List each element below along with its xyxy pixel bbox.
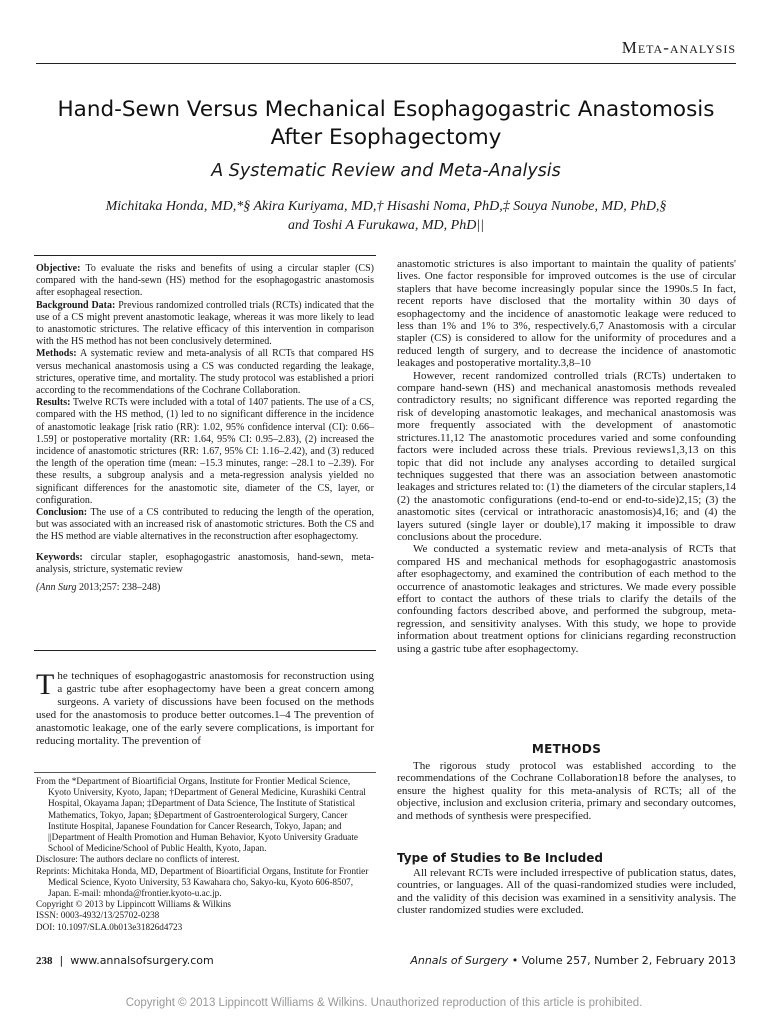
article-title bbox=[36, 96, 736, 152]
abstract-methods bbox=[36, 348, 374, 397]
footnote-reprints: Reprints: Michitaka Honda, MD, Department of Bioartificial Organs, Institute for Frontier Medical Science, Kyoto University, 53 Kawahara cho, Sakyo-ku, Kyoto 606-8507, Japan. E-mail: mhonda@frontier.kyoto-u.ac.jp. bbox=[36, 865, 369, 899]
abstract-keywords bbox=[36, 552, 374, 576]
footnote-copyright: Copyright © 2013 by Lippincott Williams & Wilkins bbox=[36, 899, 232, 910]
methods-heading: METHODS bbox=[531, 742, 602, 756]
background-label: Background Data: bbox=[36, 299, 116, 311]
abstract-conclusion bbox=[36, 507, 374, 544]
studies-subheading: Type of Studies to Be Included bbox=[397, 851, 603, 865]
abstract-bottom-rule bbox=[34, 650, 376, 651]
page-number: 238 bbox=[36, 955, 53, 967]
author-list bbox=[36, 197, 736, 235]
footnote-issn: ISSN: 0003-4932/13/25702-0238 bbox=[36, 910, 160, 921]
studies-section bbox=[397, 867, 736, 917]
abstract-top-rule bbox=[34, 255, 376, 256]
body-paragraph-3: We conducted a systematic review and meta-analysis of RCTs that compared HS and mechanical methods for esophagogastric anastomosis after esophagectomy, and examined the contribution of each method to the occurrence of anastomotic leakages and strictures. We made every possible effort to contact the authors of these trials to clarify the details of the confounding factors described above, and performed the subgroup, meta-regression, and sensitivity analyses. With this study, we hope to provide information about treatment options for clinicians regarding reconstruction using a gastric tube after esophagectomy. bbox=[397, 543, 736, 655]
keywords-text: circular stapler, esophagogastric anastomosis, hand-sewn, meta-analysis, stricture, systematic review bbox=[36, 551, 374, 575]
drop-cap: T bbox=[36, 668, 55, 701]
objective-label: Objective: bbox=[36, 263, 81, 274]
conclusion-text: The use of a CS contributed to reducing the length of the operation, but was associated with an increased risk of anastomotic strictures. Both the CS and the HS method are viable alternatives in the reconstruction after esophagectomy. bbox=[36, 507, 374, 543]
keywords-label: Keywords: bbox=[36, 551, 83, 563]
footer-left bbox=[36, 954, 214, 967]
title-line-1: Hand-Sewn Versus Mechanical Esophagogastric Anastomosis bbox=[57, 97, 715, 122]
body-paragraph-2: However, recent randomized controlled trials (RCTs) undertaken to compare hand-sewn (HS) and mechanical anastomosis methods revealed contradictory results; no significant difference was reported regarding the risk of developing anastomotic leakages, and mechanical anastomosis was more frequently associated with the development of anastomotic strictures.11,12 The anastomotic procedures varied and some confounding factors were included across these trials. Previous reviews1,3,13 on this topic that did not include any analyses according to detailed surgical techniques suggested that there was an association between anastomotic leakages and strictures related to: (1) the diameters of the circular staplers,14 (2) the anastomotic configurations (end-to-end or end-to-side)2,15; (3) the anastomotic sites (cervical or intrathoracic anastomosis)4,16; and (4) the layers sutured (single layer or double),17 making it impossible to draw conclusions about the procedure. bbox=[397, 369, 736, 543]
abstract-results bbox=[36, 397, 374, 507]
citation-journal: (Ann Surg bbox=[36, 582, 77, 594]
section-header bbox=[36, 34, 736, 64]
footnote-affiliations: From the *Department of Bioartificial Organs, Institute for Frontier Medical Science, Kyoto University, Kyoto, Japan; †Department of General Medicine, Kurashiki Central Hospital, Okayama Japan; ‡Department of Data Science, The Institute of Statistical Mathematics, Tokyo, Japan; §Department of Gastroenterological Surgery, Cancer Institute Hospital, Japanese Foundation for Cancer Research, Tokyo, Japan; and ||Department of Health Promotion and Human Behavior, Kyoto University Graduate School of Medicine/School of Public Health, Kyoto, Japan. bbox=[36, 776, 366, 854]
intro-text: he techniques of esophagogastric anastomosis for reconstruction using a gastric tube after esophagectomy have been a great concern among surgeons. A variety of discussions have been focused on the methods used for the anastomosis to produce better outcomes.1–4 The prevention of anastomotic leakage, one of the early severe complications, is important for reducing mortality. The prevention of bbox=[36, 670, 374, 747]
conclusion-label: Conclusion: bbox=[36, 507, 88, 519]
copyright-notice: Copyright © 2013 Lippincott Williams & Wilkins. Unauthorized reproduction of this article is prohibited. bbox=[125, 997, 643, 1009]
abstract-background bbox=[36, 300, 374, 349]
section-label: Meta-analysis bbox=[621, 38, 736, 57]
footnote-doi[interactable]: DOI: 10.1097/SLA.0b013e31826d4723 bbox=[36, 921, 183, 932]
right-column-body bbox=[397, 258, 736, 655]
results-label: Results: bbox=[36, 397, 71, 409]
methods-text: A systematic review and meta-analysis of all RCTs that compared HS versus mechanical anastomosis using a CS was conducted regarding the leakage, strictures, operative time, and mortality. The study protocol was established a priori according to the recommendations of the Cochrane Collaboration. bbox=[36, 348, 374, 397]
authors-line-2: and Toshi A Furukawa, MD, PhD|| bbox=[287, 218, 485, 233]
footer-right bbox=[410, 954, 736, 967]
footnote-rule bbox=[34, 772, 376, 773]
introduction bbox=[36, 670, 374, 748]
journal-website-link[interactable]: www.annalsofsurgery.com bbox=[70, 954, 214, 967]
objective-text: To evaluate the risks and benefits of using a circular stapler (CS) compared with the hand-sewn (HS) method for the esophagogastric anastomosis after esophageal resection. bbox=[36, 263, 374, 299]
footer-separator: | bbox=[59, 954, 64, 967]
background-text: Previous randomized controlled trials (RCTs) indicated that the use of a CS might prevent anastomotic leakage, whereas it was more likely to lead to anastomotic strictures. The relative efficacy of this intervention in comparison with the HS method has not been conclusively determined. bbox=[36, 299, 374, 348]
journal-name: Annals of Surgery bbox=[410, 954, 509, 967]
abstract bbox=[36, 263, 374, 594]
abstract-citation bbox=[36, 582, 374, 594]
methods-paragraph: The rigorous study protocol was established according to the recommendations of the Cochrane Collaboration18 before the analyses, to ensure the highest quality for this meta-analysis of RCTs; all of the objective, inclusion and exclusion criteria, primary and secondary outcomes, and methods of synthesis were prespecified. bbox=[397, 760, 736, 822]
body-paragraph-1: anastomotic strictures is also important to maintain the quality of patients' lives. One factor responsible for improved outcomes is the use of circular staplers that have become increasingly popular since the 1990s.5 In fact, recent reports have disclosed that the mortality within 30 days of esophagectomy and the incidence of anastomotic leakage were reduced to less than 1% and 1% to 3%, respectively.6,7 Anastomosis with a circular stapler (CS) is considered to allow for the uniformity of procedures and a reduced length of surgery, and to decrease the incidence of anastomotic leakages and postoperative mortality.3,8–10 bbox=[397, 258, 736, 370]
results-text: Twelve RCTs were included with a total of 1407 patients. The use of a CS, compared with the HS method, (1) led to no significant difference in the incidence of anastomotic leakage [risk ratio (RR): 1.02, 95% confidence interval (CI): 0.66–1.59] or postoperative mortality (RR: 1.64, 95% CI: 0.95–2.83), (2) increased the incidence of anastomotic strictures (RR: 1.67, 95% CI: 1.16–2.42), and (3) reduced the length of the operation time (mean: –15.3 minutes, range: –28.1 to –2.39). For these results, a subgroup analysis and a meta-regression analysis yielded no significant differences for the anastomotic site, diameter of the CS, layer, or configuration. bbox=[36, 397, 374, 506]
volume-info: Volume 257, Number 2, February 2013 bbox=[521, 954, 736, 967]
methods-label: Methods: bbox=[36, 348, 77, 360]
article-subtitle: A Systematic Review and Meta-Analysis bbox=[211, 161, 561, 181]
footnote-disclosure: Disclosure: The authors declare no conflicts of interest. bbox=[36, 854, 240, 865]
studies-paragraph: All relevant RCTs were included irrespective of publication status, dates, countries, or languages. All of the quasi-randomized studies were included, and the validity of this decision was examined in a sensitivity analysis. The cluster randomized studies were excluded. bbox=[397, 867, 736, 917]
methods-section bbox=[397, 760, 736, 822]
abstract-objective bbox=[36, 263, 374, 300]
title-line-2: After Esophagectomy bbox=[270, 125, 502, 150]
footer-bullet: • bbox=[511, 954, 519, 967]
citation-rest: 2013;257: 238–248) bbox=[76, 582, 161, 594]
footnotes bbox=[36, 776, 374, 933]
authors-line-1: Michitaka Honda, MD,*§ Akira Kuriyama, MD,† Hisashi Noma, PhD,‡ Souya Nunobe, MD, PhD,§ bbox=[105, 199, 667, 214]
